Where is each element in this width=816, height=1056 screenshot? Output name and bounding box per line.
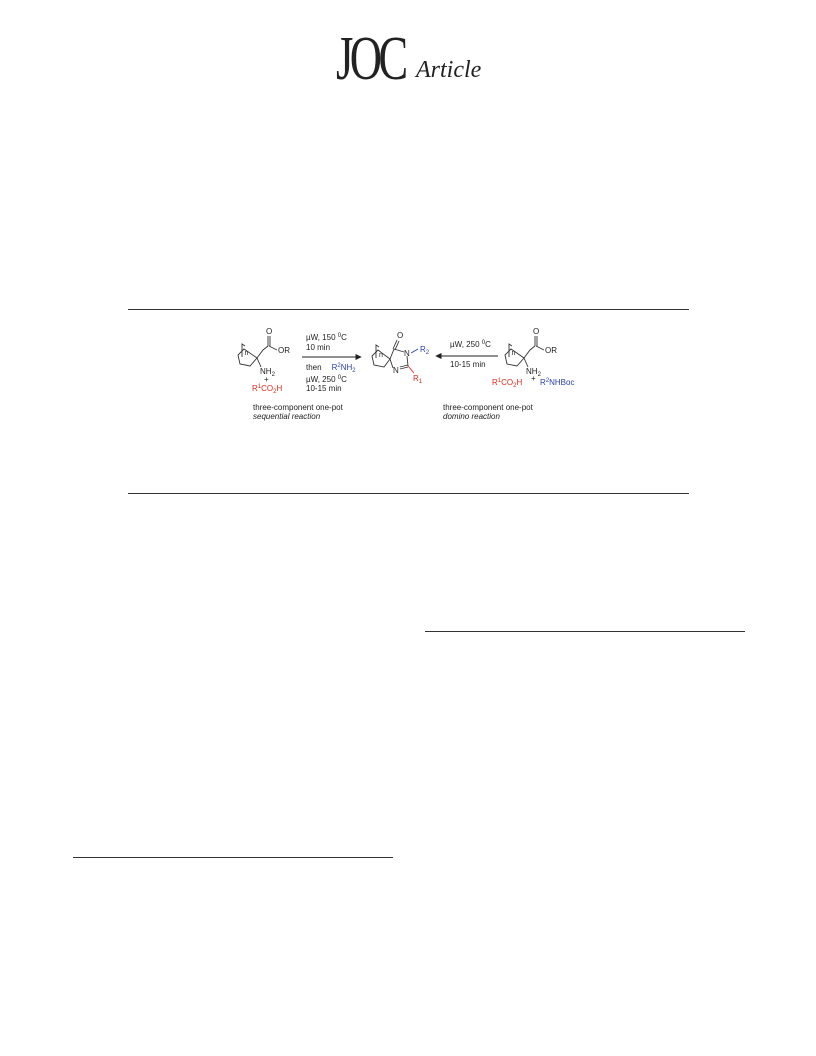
right-ester-or: OR (545, 346, 557, 355)
product-r2: $R_2$ (420, 345, 430, 356)
reaction-scheme (230, 325, 600, 430)
left-cond-line2: 10 min (306, 343, 331, 352)
product-carbonyl-o: O (397, 331, 404, 340)
left-cond-line5: 10-15 min (306, 384, 342, 393)
journal-name: JOC (336, 25, 405, 93)
column-rule-right (425, 631, 745, 632)
left-cond-line1: µW, 150 $^0$C (306, 333, 347, 342)
right-conditions (436, 340, 498, 369)
left-carbonyl-o: O (266, 327, 273, 336)
footnote-rule (73, 857, 393, 858)
right-acid: $R^1CO_2H$ (492, 378, 523, 389)
product-r1: $R_1$ (413, 374, 423, 385)
right-cond-line2: 10-15 min (450, 360, 486, 369)
product-ring-index: n (379, 352, 383, 359)
left-caption-line2: sequential reaction (253, 412, 321, 421)
right-boc-amine: $R^2NHBoc$ (540, 378, 575, 387)
right-plus: + (531, 374, 536, 383)
right-reactant-structure (492, 327, 574, 389)
section-label: Article (416, 57, 482, 83)
right-cond-line1: µW, 250 $^0$C (450, 340, 491, 349)
left-caption (253, 403, 344, 421)
product-amide-n: N (404, 349, 410, 358)
left-ring-index: n (244, 350, 249, 357)
product-structure (372, 331, 430, 385)
right-carbonyl-o: O (533, 327, 540, 336)
left-plus: + (264, 375, 269, 384)
scheme-bottom-rule (128, 493, 689, 494)
left-caption-line1: three-component one-pot (253, 403, 343, 412)
journal-logo (336, 25, 482, 93)
left-ester-or: OR (278, 346, 290, 355)
left-amine: $NH_2$ (260, 367, 275, 378)
left-conditions (302, 333, 361, 393)
right-caption-line1: three-component one-pot (443, 403, 533, 412)
right-caption (443, 403, 534, 421)
scheme-top-rule (128, 309, 689, 310)
left-acid: $R^1CO_2H$ (252, 384, 283, 395)
product-imine-n: N (393, 366, 399, 375)
right-ring-index: n (511, 350, 516, 357)
right-amine: $NH_2$ (526, 367, 541, 378)
left-reactant-structure (238, 327, 290, 395)
right-caption-line2: domino reaction (443, 412, 500, 421)
left-cond-line4: µW, 250 $^0$C (306, 375, 347, 384)
left-cond-line3: then $R^2NH_2$ (306, 363, 356, 374)
